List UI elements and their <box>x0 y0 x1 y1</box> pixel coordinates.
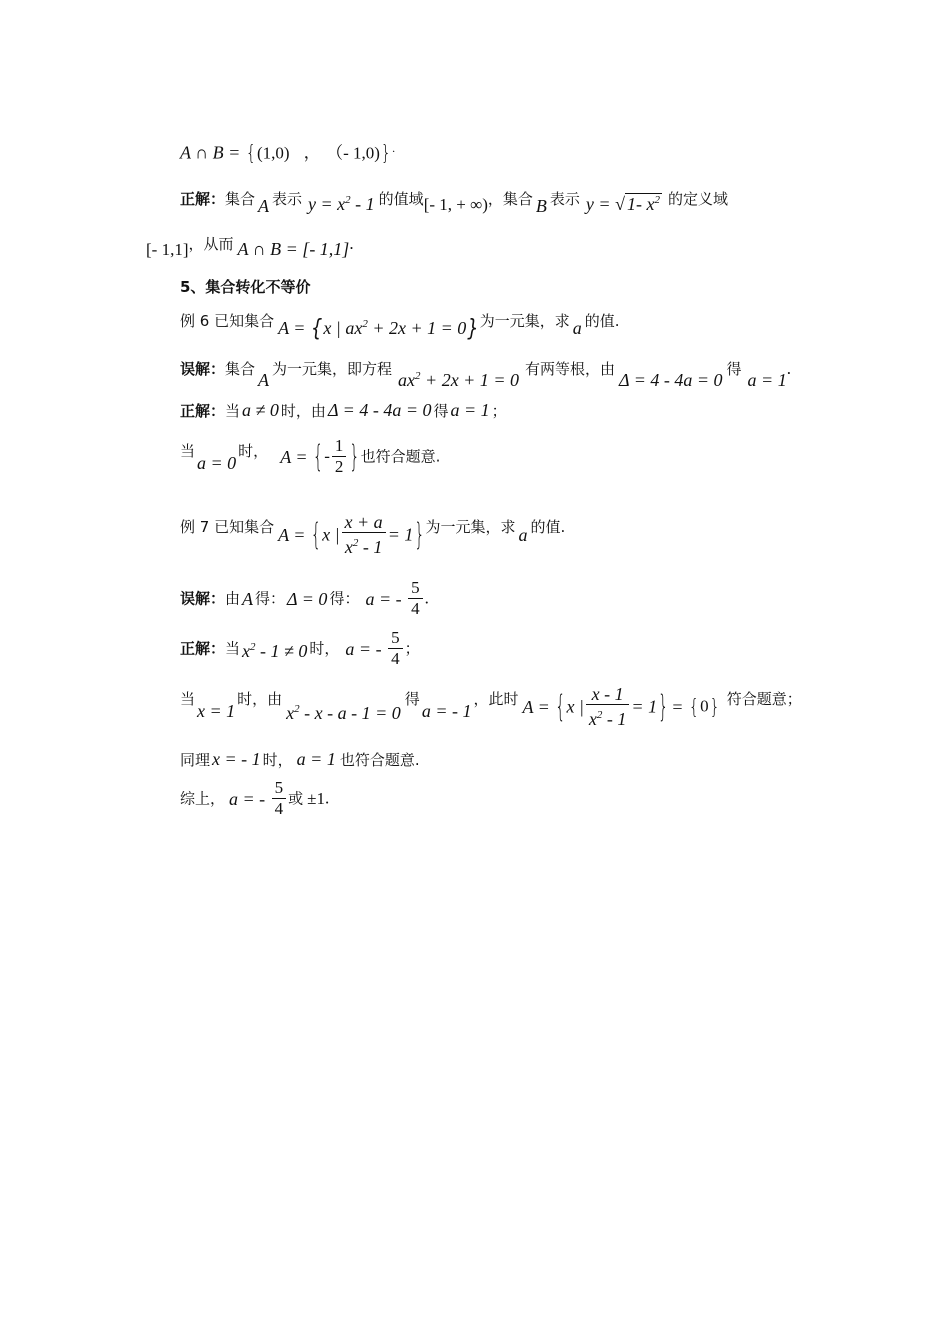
text: 当 <box>225 639 241 658</box>
text: 为一元集，即方程 <box>272 360 393 378</box>
text: 例 7 已知集合 <box>180 517 275 536</box>
text: 得： <box>255 589 286 608</box>
text: 得 <box>433 402 449 420</box>
math-condition: a ≠ 0 <box>242 400 279 420</box>
fraction: $\frac{x + a}{x^2 - 1}$ <box>342 512 386 557</box>
case-7-line <box>180 684 802 729</box>
math-eq: = 1 <box>631 696 658 717</box>
right-brace: } <box>709 693 720 719</box>
text: 的值域 <box>378 190 424 208</box>
correct-solution-1-line <box>180 183 728 216</box>
text: 时， <box>238 441 269 460</box>
separator: ， <box>303 143 321 163</box>
wrong-label: 误解： <box>180 360 226 378</box>
fraction: $\frac{x - 1}{x^2 - 1}$ <box>586 684 630 729</box>
example-7-line <box>180 512 565 557</box>
math-var: x | <box>322 524 340 545</box>
math-range: [- 1, + ∞) <box>423 195 488 214</box>
text: 例 6 已知集合 <box>180 312 275 330</box>
correct-label: 正解： <box>180 402 226 420</box>
case-6-line <box>180 436 440 477</box>
text: 综上， <box>180 789 226 808</box>
correct-label: 正解： <box>180 639 226 658</box>
text: 的值. <box>530 517 566 536</box>
text: 也符合题意. <box>339 751 420 769</box>
right-brace: } <box>414 515 425 552</box>
math-pm: ±1 <box>307 788 326 808</box>
period: . <box>325 788 330 808</box>
text: ，从而 <box>188 235 234 253</box>
text: ； <box>404 639 420 658</box>
math-set-lhs: A = <box>522 696 555 717</box>
correct-solution-6-line <box>180 399 507 422</box>
text: 的定义域 <box>667 190 728 208</box>
math-var: x | <box>566 696 584 717</box>
text: 得： <box>329 589 360 608</box>
math-lhs: A ∩ B = <box>180 142 245 163</box>
correct-solution-7-line <box>180 628 420 669</box>
math-condition: $x^2 - 1 \ne 0$ <box>242 640 308 661</box>
fraction: $\frac{5}{4}$ <box>272 778 287 819</box>
left-brace: { <box>555 687 566 724</box>
right-brace: } <box>349 437 360 474</box>
text: 集合 <box>225 360 256 378</box>
text: 为一元集，求 <box>425 517 516 536</box>
text: ，此时 <box>473 689 519 708</box>
math-condition: x = - 1 <box>212 749 261 769</box>
text: 集合 <box>225 190 256 208</box>
text: 符合题意； <box>726 689 802 708</box>
math-result: A ∩ B = [- 1,1] <box>237 239 350 259</box>
math-expression: $y = x^2 - 1$ <box>308 194 375 214</box>
text: 的值. <box>584 312 620 330</box>
text: 时， <box>262 751 293 769</box>
text: 由 <box>225 589 241 608</box>
math-var: A <box>242 588 254 609</box>
math-result: a = - 1 <box>421 700 472 721</box>
math-eq: = 1 <box>387 524 414 545</box>
math-discriminant: Δ = 0 <box>287 588 328 609</box>
fraction: $\frac{5}{4}$ <box>408 578 423 619</box>
math-var: A <box>258 370 270 390</box>
minus: - <box>324 446 330 466</box>
summary-line <box>180 778 329 819</box>
math-result: a = 1 <box>747 370 787 390</box>
text: 时，由 <box>237 689 283 708</box>
math-var: a <box>572 318 582 338</box>
text: 时，由 <box>280 402 326 420</box>
math-result: a = - <box>229 788 270 809</box>
fraction: $\frac{1}{2}$ <box>332 436 347 477</box>
math-zero: 0 <box>700 696 709 716</box>
text: 得 <box>726 360 742 378</box>
math-discriminant: Δ = 4 - 4a = 0 <box>619 370 723 390</box>
text: 表示 <box>272 190 303 208</box>
text: 或 <box>288 789 304 808</box>
correct-label: 正解： <box>180 190 226 208</box>
text: 表示 <box>549 190 580 208</box>
fraction: $\frac{5}{4}$ <box>388 628 403 669</box>
correct-solution-1-cont <box>146 232 354 259</box>
left-brace: { <box>688 693 700 719</box>
text: 当 <box>180 689 196 708</box>
math-condition: a = 0 <box>197 452 237 473</box>
wrong-solution-7-line <box>180 578 429 619</box>
math-set-lhs: A = <box>280 446 313 467</box>
example-6-line <box>180 305 620 342</box>
right-brace: } <box>380 140 392 166</box>
left-brace: { <box>310 515 322 552</box>
period: . <box>424 588 429 608</box>
similarly-line <box>180 748 420 771</box>
math-point-1: (1,0) <box>257 143 290 163</box>
math-result: a = 1 <box>296 749 336 769</box>
math-interval: [- 1,1] <box>146 240 189 259</box>
right-brace: } <box>658 687 669 724</box>
period: . <box>349 234 354 253</box>
math-eq: = <box>671 696 688 717</box>
text: 为一元集，求 <box>479 312 570 330</box>
math-var: a <box>518 524 528 545</box>
left-brace: { <box>313 437 324 474</box>
math-discriminant: Δ = 4 - 4a = 0 <box>327 400 432 420</box>
text: 时， <box>309 639 340 658</box>
math-equation: $ax^2 + 2x + 1 = 0$ <box>398 370 519 390</box>
math-result: a = - <box>345 638 387 659</box>
math-var: B <box>535 196 547 216</box>
math-condition: x = 1 <box>197 700 236 721</box>
section-title: 5、集合转化不等价 <box>180 278 311 296</box>
wrong-label: 误解： <box>180 589 226 608</box>
text: ，集合 <box>487 190 533 208</box>
period: . <box>786 359 791 378</box>
text: 当 <box>225 402 241 420</box>
math-set-lhs: A = <box>278 524 310 545</box>
period: . <box>392 141 396 155</box>
wrong-solution-6-line <box>180 353 791 390</box>
left-brace: { <box>245 140 256 166</box>
math-result: a = - <box>365 588 407 609</box>
math-var: A <box>258 196 270 216</box>
math-sqrt-expression: y = √ 1- $x^2$ <box>585 194 660 214</box>
math-set: A = {x | $ax^2 + 2x + 1 = 0$} <box>278 314 479 342</box>
text: ； <box>491 402 507 420</box>
text: 得 <box>404 689 420 708</box>
section-heading <box>180 276 310 298</box>
intersection-result-line <box>180 137 395 164</box>
math-point-2: （- 1,0) <box>334 143 380 163</box>
text: 同理 <box>180 751 211 769</box>
text: 有两等根，由 <box>524 360 615 378</box>
math-equation: $x^2 - x - a - 1 = 0$ <box>286 702 401 723</box>
text: 也符合题意. <box>360 447 441 466</box>
math-result: a = 1 <box>450 400 490 420</box>
text: 当 <box>180 441 196 460</box>
